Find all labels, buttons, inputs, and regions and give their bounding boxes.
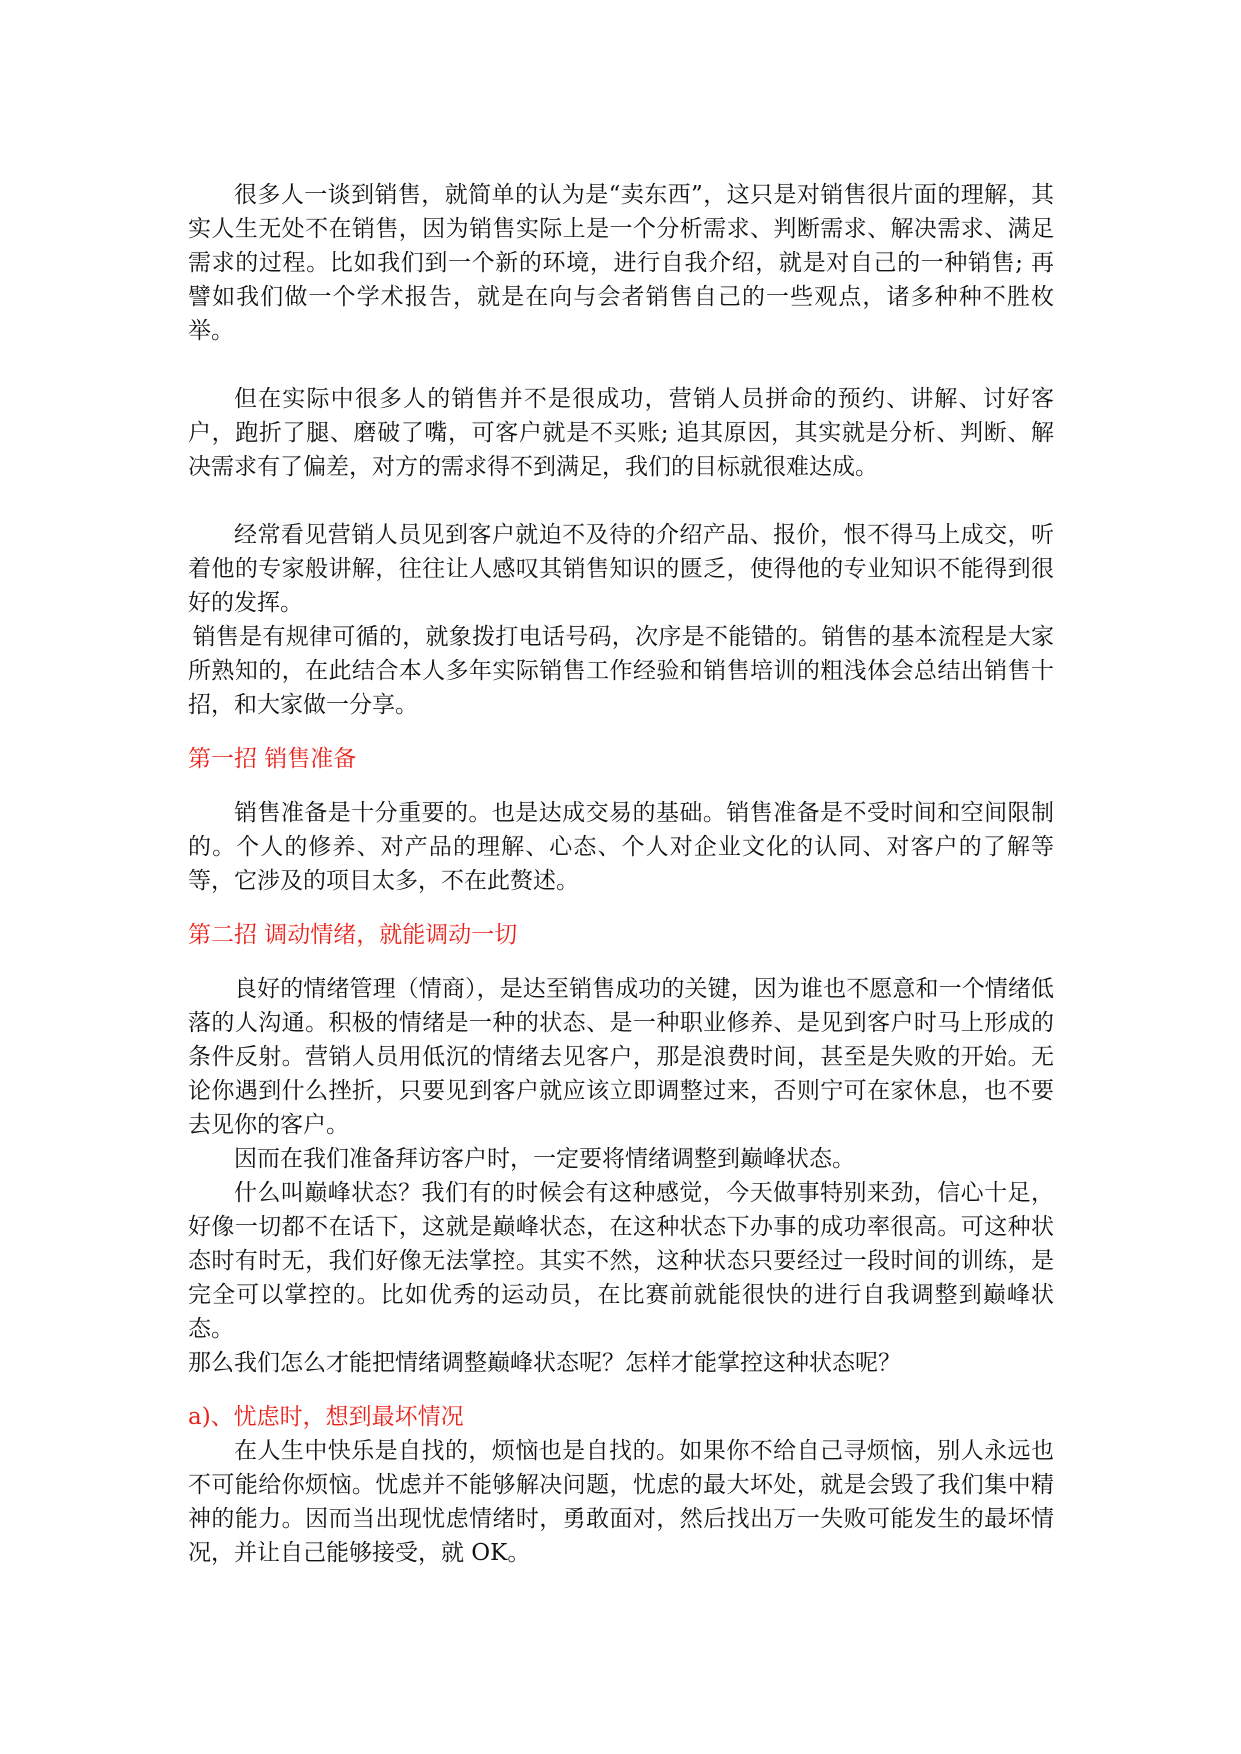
document-page bbox=[188, 178, 1054, 1570]
section1-paragraph-1: 销售准备是十分重要的。也是达成交易的基础。销售准备是不受时间和空间限制的。个人的修养、对产品的理解、心态、个人对企业文化的认同、对客户的了解等等，它涉及的项目太多，不在此赘述。 bbox=[188, 800, 1054, 894]
intro-paragraph-2: 但在实际中很多人的销售并不是很成功，营销人员拼命的预约、讲解、讨好客户，跑折了腿、磨破了嘴，可客户就是不买账; 追其原因，其实就是分析、判断、解决需求有了偏差，对方的需求得不到满足，我们的目标就很难达成。 bbox=[188, 386, 1054, 480]
spacer bbox=[188, 484, 1054, 518]
spacer bbox=[188, 776, 1054, 796]
spacer bbox=[188, 348, 1054, 382]
intro-paragraph-3: 经常看见营销人员见到客户就迫不及待的介绍产品、报价，恨不得马上成交，听着他的专家般讲解，往往让人感叹其销售知识的匮乏，使得他的专业知识不能得到很好的发挥。 bbox=[188, 522, 1054, 616]
spacer bbox=[188, 1380, 1054, 1400]
spacer bbox=[188, 952, 1054, 972]
section2-paragraph-1: 良好的情绪管理（情商），是达至销售成功的关键，因为谁也不愿意和一个情绪低落的人沟通。积极的情绪是一种的状态、是一种职业修养、是见到客户时马上形成的条件反射。营销人员用低沉的情绪去见客户，那是浪费时间，甚至是失败的开始。无论你遇到什么挫折，只要见到客户就应该立即调整过来，否则宁可在家休息，也不要去见你的客户。 bbox=[188, 976, 1054, 1138]
section-heading-1: 第一招 销售准备 bbox=[188, 746, 357, 772]
spacer bbox=[188, 722, 1054, 742]
subsection-a-paragraph-1: 在人生中快乐是自找的，烦恼也是自找的。如果你不给自己寻烦恼，别人永远也不可能给你烦恼。忧虑并不能够解决问题，忧虑的最大坏处，就是会毁了我们集中精神的能力。因而当出现忧虑情绪时，勇敢面对，然后找出万一失败可能发生的最坏情况，并让自己能够接受，就 OK。 bbox=[188, 1438, 1054, 1566]
spacer bbox=[188, 898, 1054, 918]
section-heading-2: 第二招 调动情绪，就能调动一切 bbox=[188, 922, 518, 948]
intro-paragraph-1: 很多人一谈到销售，就简单的认为是“卖东西”，这只是对销售很片面的理解，其实人生无处不在销售，因为销售实际上是一个分析需求、判断需求、解决需求、满足需求的过程。比如我们到一个新的环境，进行自我介绍，就是对自己的一种销售; 再譬如我们做一个学术报告，就是在向与会者销售自己的一些观点，诸多种种不胜枚举。 bbox=[188, 182, 1054, 344]
section2-paragraph-2: 因而在我们准备拜访客户时，一定要将情绪调整到巅峰状态。 bbox=[234, 1146, 855, 1172]
section2-paragraph-4: 那么我们怎么才能把情绪调整巅峰状态呢？怎样才能掌控这种状态呢？ bbox=[188, 1350, 901, 1376]
subheading-a: a)、忧虑时，想到最坏情况 bbox=[188, 1404, 464, 1430]
section2-paragraph-3: 什么叫巅峰状态？我们有的时候会有这种感觉，今天做事特别来劲，信心十足，好像一切都不在话下，这就是巅峰状态，在这种状态下办事的成功率很高。可这种状态时有时无，我们好像无法掌控。其实不然，这种状态只要经过一段时间的训练，是完全可以掌控的。比如优秀的运动员，在比赛前就能很快的进行自我调整到巅峰状态。 bbox=[188, 1180, 1054, 1342]
intro-paragraph-4: 销售是有规律可循的，就象拨打电话号码，次序是不能错的。销售的基本流程是大家所熟知的，在此结合本人多年实际销售工作经验和销售培训的粗浅体会总结出销售十招，和大家做一分享。 bbox=[188, 624, 1054, 718]
